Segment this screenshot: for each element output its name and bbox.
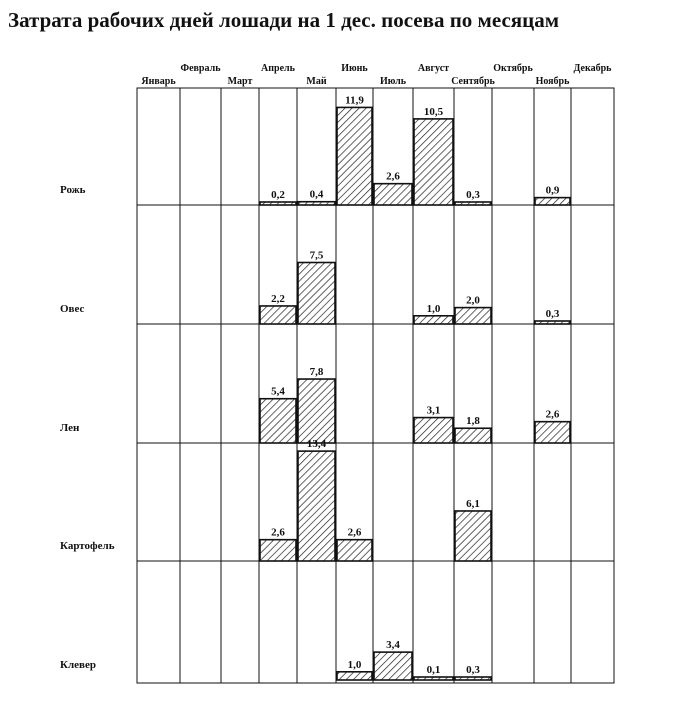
bar [455, 308, 491, 324]
crop-label: Клевер [60, 659, 96, 671]
chart-frame [137, 88, 614, 683]
value-label: 6,1 [466, 497, 480, 510]
month-label: Июль [379, 76, 407, 87]
month-labels [141, 63, 612, 87]
crop-label: Овес [60, 303, 85, 315]
value-label: 13,4 [306, 438, 327, 451]
value-label: 7,8 [309, 366, 324, 379]
month-label: Декабрь [573, 63, 612, 74]
value-label: 2,6 [545, 408, 560, 421]
month-label: Май [306, 76, 327, 87]
month-label: Ноябрь [535, 76, 570, 87]
value-label: 3,1 [426, 404, 441, 417]
bar [455, 677, 491, 680]
bar [298, 451, 335, 561]
value-label: 1,8 [466, 415, 480, 428]
bar [260, 202, 296, 205]
month-label: Июнь [341, 63, 368, 74]
value-label: 2,2 [271, 292, 285, 305]
month-label: Январь [141, 76, 176, 87]
bar [298, 202, 335, 205]
bar [414, 418, 453, 443]
crop-label: Лен [60, 422, 80, 434]
value-label: 10,5 [423, 105, 444, 118]
month-label: Сентябрь [451, 76, 495, 87]
value-label: 1,0 [426, 302, 441, 315]
value-label: 0,3 [545, 308, 560, 320]
value-label: 2,6 [347, 526, 362, 539]
bar [260, 306, 296, 324]
month-label: Март [227, 76, 253, 87]
bar [337, 540, 372, 561]
bar [260, 540, 296, 561]
value-label: 2,6 [386, 170, 400, 183]
crop-labels [60, 184, 115, 671]
value-label: 0,1 [426, 664, 441, 676]
bar [374, 184, 412, 205]
bar [535, 321, 570, 324]
month-label: Апрель [261, 63, 295, 74]
bar [414, 119, 453, 205]
bar [298, 379, 335, 443]
bar [535, 198, 570, 205]
crop-label: Рожь [60, 184, 86, 196]
bar [374, 652, 412, 680]
value-label: 1,0 [347, 658, 362, 671]
chart-title: Затрата рабочих дней лошади на 1 дес. посева по месяцам [8, 8, 560, 32]
value-label: 0,4 [309, 188, 324, 201]
bar [414, 316, 453, 324]
bar [337, 672, 372, 680]
value-label: 0,9 [545, 184, 560, 197]
month-label: Октябрь [493, 63, 533, 74]
value-label: 2,0 [466, 294, 480, 307]
bar [455, 428, 491, 443]
value-label: 3,4 [386, 639, 400, 652]
value-label: 0,2 [271, 189, 285, 201]
value-label: 5,4 [271, 385, 285, 398]
bar [298, 263, 335, 325]
bar [535, 422, 570, 443]
value-label: 7,5 [309, 249, 324, 262]
month-label: Февраль [180, 63, 221, 74]
bar [414, 677, 453, 680]
bar [260, 399, 296, 443]
bar [455, 511, 491, 561]
chart-bars [260, 107, 570, 680]
value-label: 0,3 [466, 664, 480, 676]
chart-grid [137, 88, 614, 683]
crop-label: Картофель [60, 540, 115, 552]
bar [337, 107, 372, 205]
month-label: Август [417, 63, 450, 74]
value-label: 11,9 [345, 94, 364, 107]
value-label: 2,6 [271, 526, 285, 539]
bar [455, 202, 491, 205]
value-label: 0,3 [466, 189, 480, 201]
